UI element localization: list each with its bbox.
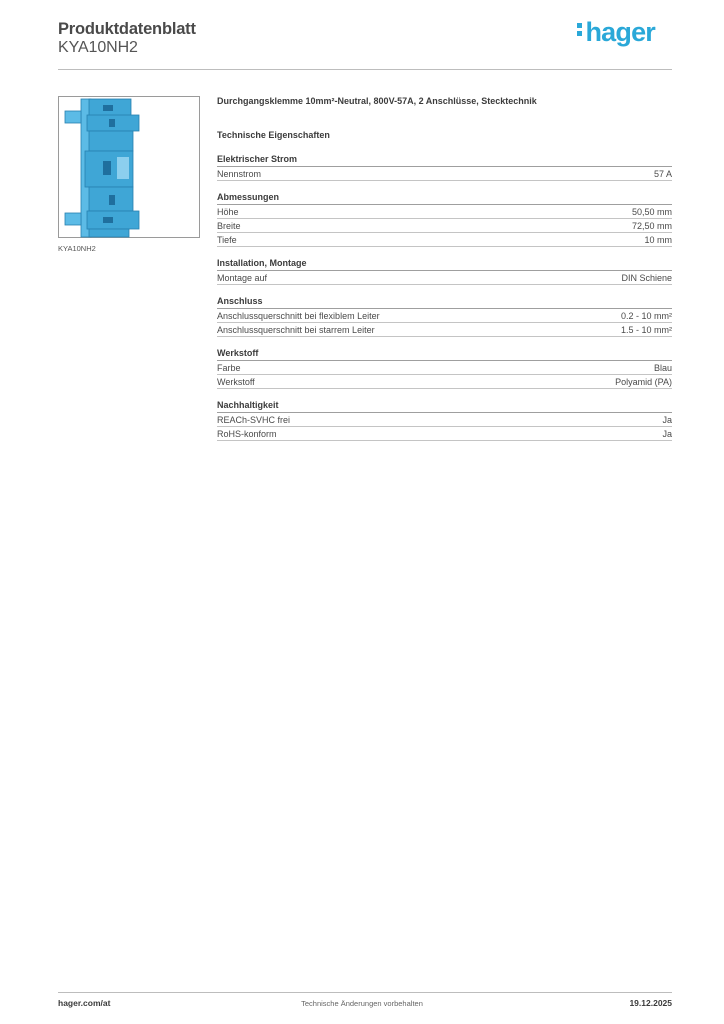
spec-group xyxy=(217,295,672,337)
section-title: Technische Eigenschaften xyxy=(217,130,330,140)
product-image xyxy=(58,96,200,238)
footer-divider xyxy=(58,992,672,993)
spec-value: 10 mm xyxy=(644,235,672,245)
spec-value: Ja xyxy=(662,415,672,425)
spec-row xyxy=(217,323,672,337)
spec-group xyxy=(217,153,672,181)
spec-row xyxy=(217,361,672,375)
terminal-block-illustration xyxy=(59,97,201,239)
spec-group xyxy=(217,257,672,285)
spec-row xyxy=(217,271,672,285)
product-details xyxy=(217,95,672,441)
spec-row xyxy=(217,375,672,389)
spec-label: Anschlussquerschnitt bei starrem Leiter xyxy=(217,325,375,335)
spec-label: Nennstrom xyxy=(217,169,262,179)
spec-group-title: Werkstoff xyxy=(217,347,672,361)
spec-label: Werkstoff xyxy=(217,377,255,387)
spec-value: Ja xyxy=(662,429,672,439)
spec-value: 57 A xyxy=(653,169,672,179)
logo-text: hager xyxy=(585,17,655,47)
hager-logo xyxy=(577,17,655,48)
product-code: KYA10NH2 xyxy=(58,39,138,56)
spec-group-title: Anschluss xyxy=(217,295,672,309)
footer-notice: Technische Änderungen vorbehalten xyxy=(301,999,423,1008)
spec-groups xyxy=(217,153,672,441)
image-caption: KYA10NH2 xyxy=(58,244,96,253)
spec-group-title: Abmessungen xyxy=(217,191,672,205)
spec-group xyxy=(217,347,672,389)
footer-date: 19.12.2025 xyxy=(629,998,672,1008)
spec-value: 50,50 mm xyxy=(631,207,672,217)
spec-group xyxy=(217,191,672,247)
spec-group-title: Elektrischer Strom xyxy=(217,153,672,167)
footer-website: hager.com/at xyxy=(58,998,111,1008)
spec-group-title: Nachhaltigkeit xyxy=(217,399,672,413)
spec-label: RoHS-konform xyxy=(217,429,277,439)
spec-value: Blau xyxy=(653,363,672,373)
product-description: Durchgangsklemme 10mm²-Neutral, 800V-57A, 2 Anschlüsse, Stecktechnik xyxy=(217,96,537,106)
spec-label: Anschlussquerschnitt bei flexiblem Leiter xyxy=(217,311,380,321)
spec-row xyxy=(217,309,672,323)
spec-group-title: Installation, Montage xyxy=(217,257,672,271)
document-title: Produktdatenblatt xyxy=(58,20,196,38)
spec-label: Farbe xyxy=(217,363,241,373)
spec-value: DIN Schiene xyxy=(621,273,672,283)
spec-value: Polyamid (PA) xyxy=(615,377,672,387)
spec-label: REACh-SVHC frei xyxy=(217,415,291,425)
spec-row xyxy=(217,219,672,233)
spec-label: Höhe xyxy=(217,207,239,217)
header-divider xyxy=(58,69,672,70)
spec-value: 0.2 - 10 mm² xyxy=(620,311,672,321)
spec-label: Tiefe xyxy=(217,235,237,245)
spec-row xyxy=(217,427,672,441)
logo-colon-icon xyxy=(577,20,583,39)
spec-value: 72,50 mm xyxy=(631,221,672,231)
spec-group xyxy=(217,399,672,441)
spec-row xyxy=(217,233,672,247)
spec-row xyxy=(217,167,672,181)
spec-value: 1.5 - 10 mm² xyxy=(620,325,672,335)
spec-row xyxy=(217,205,672,219)
spec-label: Breite xyxy=(217,221,241,231)
spec-row xyxy=(217,413,672,427)
spec-label: Montage auf xyxy=(217,273,268,283)
